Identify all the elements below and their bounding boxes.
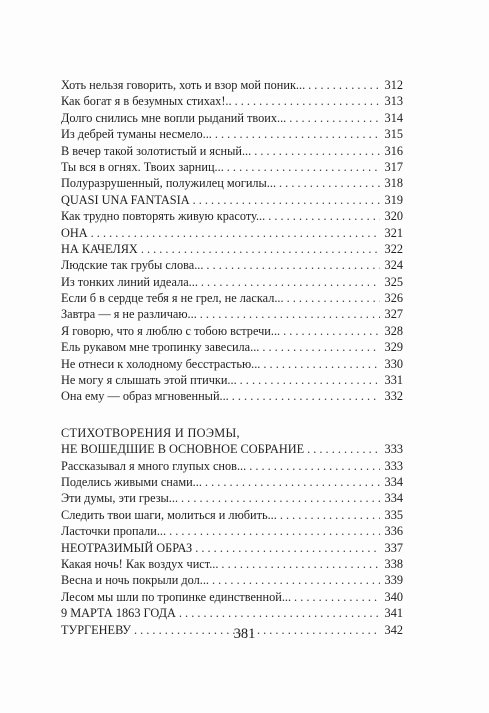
toc-entry-page: 324 [384,258,403,273]
leader-dots [212,572,380,588]
toc-entry-page: 315 [384,127,403,142]
toc-entry [61,458,403,474]
page-number: 381 [233,626,256,642]
toc-entry-title: Полуразрушенный, полужилец могилы... [61,176,277,191]
leader-dots [280,507,380,523]
toc-entry-title: ТУРГЕНЕВУ [61,622,131,637]
toc-entry [61,143,403,159]
toc-entry-title: Если б в сердце тебя я не грел, не ласкал... [61,291,284,306]
toc-entry [61,192,403,208]
leader-dots [279,175,380,191]
toc-entry [61,388,403,404]
toc-entry-page: 342 [384,622,403,637]
toc-entry [61,208,403,224]
toc-entry-page: 316 [384,143,403,158]
toc-entry [61,93,403,109]
toc-entry-title: Не отнеси к холодному бесстрастью... [61,356,261,371]
toc-entry [61,572,403,588]
toc-entry-title: Ласточки пропали... [61,524,167,539]
leader-dots [240,372,380,388]
toc-entry [61,306,403,322]
toc-entry-page: 334 [384,474,403,489]
toc-entry [61,159,403,175]
leader-dots [181,490,380,506]
toc-entry-title: НЕ ВОШЕДШИЕ В ОСНОВНОЕ СОБРАНИЕ [61,442,305,457]
toc-entry-title: Как трудно повторять живую красоту... [61,209,266,224]
leader-dots [195,540,380,556]
toc-entry-title: Хоть нельзя говорить, хоть и взор мой поник... [61,78,306,92]
toc-entry-title: НЕОТРАЗИМЫЙ ОБРАЗ [61,540,193,555]
toc-entry [61,556,403,572]
toc-entry [61,77,403,93]
toc-entry-title: Она ему — образ мгновенный... [61,389,229,404]
toc-entry-title: Долго снились мне вопли рыданий твоих... [61,110,287,125]
toc-entry-title: Ты вся в огнях. Твоих зарниц... [61,159,224,174]
section-heading: СТИХОТВОРЕНИЯ И ПОЭМЫ, [61,425,240,440]
toc-part-1 [61,77,403,405]
toc-entry-page: 330 [384,356,403,371]
toc-entry-title: В вечер такой золотистый и ясный... [61,143,252,158]
toc-entry-title: Эти думы, эти грезы... [61,491,179,506]
toc-entry [61,507,403,523]
leader-dots [232,388,380,404]
toc-entry [61,339,403,355]
toc-entry-page: 329 [384,340,403,355]
toc-entry-title: Рассказывал я много глупых снов... [61,458,247,473]
leader-dots [254,143,380,159]
toc-entry [61,110,403,126]
toc-entry-page: 331 [384,373,403,388]
section-gap [61,405,403,425]
leader-dots [249,458,380,474]
toc-entry-page: 319 [384,192,403,207]
toc-entry-page: 337 [384,540,403,555]
toc-entry [61,490,403,506]
toc-entry-page: 335 [384,507,403,522]
toc-entry [61,589,403,605]
toc-entry-page: 333 [384,442,403,457]
toc-entry-page: 336 [384,524,403,539]
leader-dots [205,474,380,490]
toc-entry [61,290,403,306]
leader-dots [201,274,380,290]
toc-entry-title: НА КАЧЕЛЯХ [61,241,138,256]
toc-entry [61,175,403,191]
toc-entry [61,241,403,257]
toc-entry-page: 312 [384,78,403,92]
leader-dots [307,441,380,457]
toc-entry-page: 328 [384,323,403,338]
toc-entry-page: 334 [384,491,403,506]
toc-entry-page: 320 [384,209,403,224]
toc-entry [61,540,403,556]
leader-dots [221,556,380,572]
leader-dots [227,159,380,175]
toc-entry-title: Я говорю, что я люблю с тобою встречи... [61,323,281,338]
toc-entry [61,225,403,241]
toc-entry-title: Следить твои шаги, молиться и любить... [61,507,277,522]
leader-dots [179,605,380,621]
toc-entry-page: 333 [384,458,403,473]
toc-entry-title: 9 МАРТА 1863 ГОДА [61,606,176,621]
toc-entry-page: 314 [384,110,403,125]
toc-entry [61,274,403,290]
toc-entry-page: 338 [384,556,403,571]
toc-entry-title: Поделись живыми снами... [61,474,202,489]
toc-entry-page: 339 [384,573,403,588]
toc-entry-page: 326 [384,291,403,306]
toc-entry-title: Завтра — я не различаю... [61,307,197,322]
toc-entry-title: Людские так грубы слова... [61,258,204,273]
leader-dots [91,225,380,241]
toc-entry-title: Весна и ночь покрыли дол... [61,573,209,588]
leader-dots [268,208,380,224]
toc-entry-page: 322 [384,241,403,256]
toc-part-2 [61,441,403,638]
toc-entry-page: 341 [384,606,403,621]
toc-entry [61,441,403,457]
toc-entry-page: 327 [384,307,403,322]
leader-dots [262,339,380,355]
toc-entry-page: 321 [384,225,403,240]
toc-entry [61,372,403,388]
toc-entry [61,257,403,273]
toc-entry-title: ОНА [61,225,88,240]
toc-entry [61,605,403,621]
toc-entry [61,474,403,490]
toc-entry-title: QUASI UNA FANTASIA [61,192,190,207]
toc-entry-title: Какая ночь! Как воздух чист... [61,556,219,571]
leader-dots [200,306,380,322]
toc-entry-title: Как богат я в безумных стихах!.. [61,94,232,109]
toc-entry [61,523,403,539]
toc-entry-title: Лесом мы шли по тропинке единственной... [61,589,292,604]
toc-entry-title: Ель рукавом мне тропинку завесила... [61,340,260,355]
toc-entry-title: Из дебрей туманы несмело... [61,127,212,142]
leader-dots [193,192,380,208]
leader-dots [215,126,380,142]
leader-dots [289,110,380,126]
leader-dots [308,77,380,93]
leader-dots [206,257,380,273]
leader-dots [287,290,380,306]
toc-entry-page: 340 [384,589,403,604]
table-of-contents [61,77,403,638]
leader-dots [141,241,380,257]
toc-entry [61,323,403,339]
leader-dots [235,93,380,109]
toc-entry-page: 318 [384,176,403,191]
toc-entry-title: Не могу я слышать этой птички... [61,373,237,388]
toc-entry-page: 332 [384,389,403,404]
leader-dots [283,323,380,339]
leader-dots [294,589,380,605]
toc-entry-page: 313 [384,94,403,109]
toc-entry [61,356,403,372]
leader-dots [263,356,380,372]
leader-dots [169,523,380,539]
toc-entry-page: 325 [384,274,403,289]
toc-entry-title: Из тонких линий идеала... [61,274,198,289]
toc-entry-page: 317 [384,159,403,174]
toc-entry [61,126,403,142]
